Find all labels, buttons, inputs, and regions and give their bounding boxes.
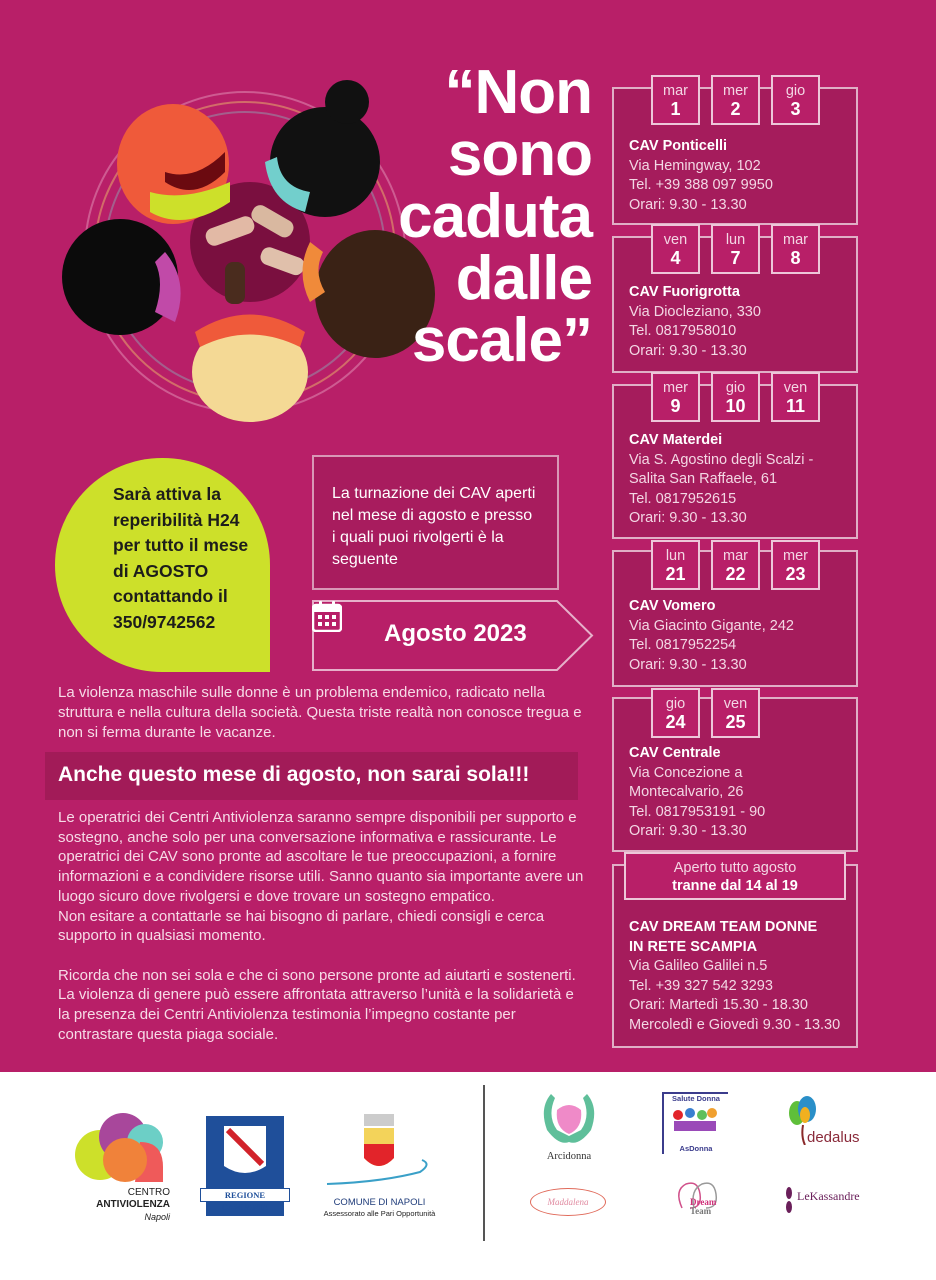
cav-hours: Orari: 9.30 - 13.30	[629, 823, 747, 839]
regione-campania-logo	[206, 1116, 284, 1216]
headline-text: Anche questo mese di agosto, non sarai sola!!!	[58, 763, 530, 786]
cav-name: CAV Materdei	[629, 432, 723, 448]
bubble-line: Sarà attiva la	[113, 484, 221, 504]
day-badge: ven 25	[711, 688, 760, 738]
day-badge: mar 8	[771, 224, 820, 274]
logo-text: LeKassandre	[797, 1189, 860, 1203]
open-tag-line: Aperto tutto agosto	[673, 860, 797, 876]
cav-address: Via Giacinto Gigante, 242	[629, 617, 794, 634]
logo-text: COMUNE DI NAPOLI	[333, 1197, 426, 1208]
logo-text: Team	[690, 1206, 712, 1216]
title-line: sono	[447, 120, 592, 189]
day-badge: mer 2	[711, 75, 760, 125]
cav-phone[interactable]: Tel. 0817952615	[629, 490, 737, 507]
logo-text: Dream	[690, 1197, 717, 1207]
logo-text: Maddalena	[547, 1197, 589, 1207]
footer-divider	[483, 1085, 485, 1241]
maddalena-logo	[530, 1188, 606, 1216]
open-tag-exception: tranne dal 14 al 19	[672, 878, 798, 894]
body-paragraph: Le operatrici dei Centri Antiviolenza saranno sempre disponibili per supporto e sostegno, anche solo per una conversazione informativa e rassicurante. Le operatrici dei CAV sono pronte ad ascoltare le tue preoccupazioni, a fornire informazioni e a condividere risorse utili. Sanno quanto sia importante avere un luogo sicuro dove rivolgersi e dove trovare un sostegno empatico.	[58, 809, 584, 905]
cav-name: CAV Fuorigrotta	[629, 284, 740, 300]
cav-address: Via Concezione a	[629, 764, 743, 781]
napoli-crest-icon	[322, 1112, 437, 1192]
cav-hours: Orari: 9.30 - 13.30	[629, 342, 747, 359]
cav-address: Via Hemingway, 102	[629, 157, 761, 174]
day-badge: ven 4	[651, 224, 700, 274]
cav-name: CAV Ponticelli	[629, 138, 728, 154]
cav-phone[interactable]: Tel. 0817953191 - 90	[629, 803, 766, 820]
month-arrow-banner	[312, 600, 594, 671]
bubble-line: reperibilità H24	[113, 509, 240, 530]
h24-bubble-text	[113, 482, 293, 635]
cav-hours: Orari: 9.30 - 13.30	[629, 656, 747, 673]
cav-address: Via Galileo Galilei n.5	[629, 958, 768, 974]
intro-paragraph: La violenza maschile sulle donne è un problema endemico, radicato nella struttura e nella cultura della società. Questa triste realtà non conosce tregua e non si ferma durante le vacanze.	[58, 684, 582, 741]
bubble-phone[interactable]: 350/9742562	[113, 611, 216, 632]
cav-name: IN RETE SCAMPIA	[629, 938, 758, 955]
logo-text: Salute Donna	[672, 1094, 720, 1103]
logo-text: CENTRO	[127, 1187, 170, 1198]
body-text	[58, 808, 588, 1064]
asdonna-logo	[662, 1092, 728, 1154]
cav-hours: Orari: Martedì 15.30 - 18.30	[629, 997, 808, 1013]
cav-address: Montecalvario, 26	[629, 784, 744, 800]
day-badge: lun 21	[651, 540, 700, 590]
body-paragraph: Ricorda che non sei sola e che ci sono persone pronte ad aiutarti e sostenerti. La violenza di genere può essere affrontata attraverso l’unità e la solidarietà e la presenza dei Centri Antiviolenza testimonia l’impegno costante per contrastare questa piaga sociale.	[58, 966, 576, 1043]
lekassandre-mark-icon	[784, 1185, 794, 1215]
open-all-august-tag	[624, 852, 846, 900]
day-badge: mer 23	[771, 540, 820, 590]
day-badge: mer 9	[651, 372, 700, 422]
day-badge: mar 22	[711, 540, 760, 590]
cav-phone[interactable]: Tel. 0817958010	[629, 323, 737, 339]
lekassandre-logo	[784, 1185, 869, 1215]
day-badge: lun 7	[711, 224, 760, 274]
arcidonna-logo	[537, 1090, 601, 1162]
cav-phone[interactable]: Tel. +39 327 542 3293	[629, 977, 773, 994]
title-line: caduta	[398, 182, 592, 251]
cav-hours: Orari: 9.30 - 13.30	[629, 510, 747, 526]
day-badge: gio 10	[711, 372, 760, 422]
headline-banner	[45, 752, 578, 800]
day-badge: gio 3	[771, 75, 820, 125]
campania-shield-icon	[206, 1116, 284, 1186]
title-line: “Non	[444, 58, 592, 127]
logo-text: dedalus	[807, 1129, 860, 1146]
logo-text: Napoli	[144, 1212, 170, 1222]
cav-phone[interactable]: Tel. 0817952254	[629, 637, 737, 653]
dedalus-logo	[785, 1095, 865, 1155]
centro-antiviolenza-mark-icon	[75, 1112, 170, 1182]
cav-address: Via S. Agostino degli Scalzi -	[629, 451, 814, 468]
cav-hours: Orari: 9.30 - 13.30	[629, 196, 747, 213]
schedule-info-text: La turnazione dei CAV aperti nel mese di agosto e presso i quali puoi rivolgerti è la seguente	[332, 485, 536, 568]
arcidonna-mark-icon	[537, 1090, 601, 1146]
logo-text: AsDonna	[679, 1144, 713, 1153]
main-title	[372, 58, 592, 375]
bubble-line: per tutto il mese	[113, 535, 249, 555]
asdonna-figures-icon	[664, 1103, 724, 1139]
dream-team-logo	[660, 1180, 735, 1230]
calendar-icon	[312, 600, 342, 632]
day-badge: ven 11	[771, 372, 820, 422]
logo-text: REGIONE CAMPANIA	[200, 1188, 290, 1202]
logo-text: ANTIVIOLENZA	[96, 1199, 170, 1210]
schedule-info-box	[312, 455, 559, 590]
body-paragraph: Non esitare a contattarle se hai bisogno di parlare, chiedi consigli e cerca supporto in qualsiasi momento.	[58, 907, 545, 945]
cav-name: CAV DREAM TEAM DONNE	[629, 919, 818, 935]
title-line: dalle	[455, 244, 592, 313]
day-badge: gio 24	[651, 688, 700, 738]
bubble-line: contattando il	[113, 586, 228, 606]
cav-name: CAV Centrale	[629, 745, 721, 761]
cav-phone[interactable]: Tel. +39 388 097 9950	[629, 177, 773, 193]
cav-address: Via Diocleziano, 330	[629, 303, 761, 320]
day-badge: mar 1	[651, 75, 700, 125]
comune-napoli-logo	[322, 1112, 437, 1222]
cav-address: Salita San Raffaele, 61	[629, 471, 778, 487]
logo-text: Arcidonna	[546, 1151, 592, 1162]
cav-name: CAV Vomero	[629, 598, 716, 614]
title-line: scale”	[411, 306, 592, 375]
centro-antiviolenza-logo	[75, 1112, 170, 1222]
bubble-line: di AGOSTO	[113, 560, 209, 581]
month-label: Agosto 2023	[384, 620, 527, 647]
cav-hours: Mercoledì e Giovedì 9.30 - 13.30	[629, 1016, 841, 1033]
logo-text: Assessorato alle Pari Opportunità	[323, 1209, 436, 1218]
